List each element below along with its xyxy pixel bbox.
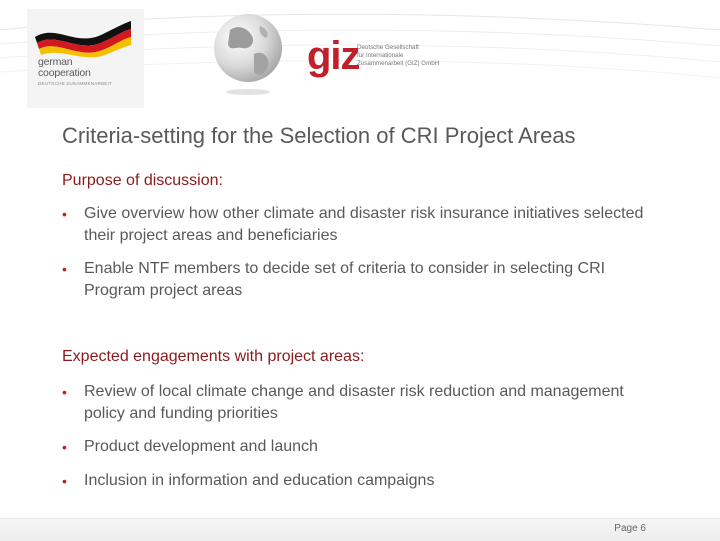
logo-text-cooperation: cooperation <box>38 67 91 79</box>
bullet-icon: • <box>62 261 67 277</box>
list-item-text: Inclusion in information and education campaigns <box>84 472 435 489</box>
list-item-text: Product development and launch <box>84 438 318 455</box>
slide-title: Criteria-setting for the Selection of CRI Project Areas <box>62 123 576 148</box>
list-item <box>62 470 662 492</box>
list-item-text: Give overview how other climate and disaster risk insurance initiatives selected their project areas and beneficiaries <box>84 205 644 244</box>
logo-text-german: german <box>38 56 73 68</box>
list-item <box>62 258 662 302</box>
list-item-text: Review of local climate change and disaster risk reduction and management policy and funding priorities <box>84 383 624 422</box>
bullet-icon: • <box>62 473 67 489</box>
section-heading-purpose: Purpose of discussion: <box>62 172 223 189</box>
bullet-icon: • <box>62 384 67 400</box>
giz-text-line-3: Zusammenarbeit (GIZ) GmbH <box>357 60 440 67</box>
slide-header <box>0 0 720 110</box>
page-number: Page 6 <box>614 523 646 534</box>
globe-icon <box>208 8 288 98</box>
giz-text-line-2: für Internationale <box>357 52 404 59</box>
section-heading-engagements: Expected engagements with project areas: <box>62 348 365 365</box>
list-item-text: Enable NTF members to decide set of criteria to consider in selecting CRI Program project areas <box>84 260 606 299</box>
giz-wordmark: giz <box>307 34 360 78</box>
logo-subtext: DEUTSCHE ZUSAMMENARBEIT <box>38 81 113 86</box>
slide-footer <box>0 518 720 541</box>
list-item <box>62 381 662 425</box>
list-item <box>62 436 662 458</box>
giz-text-line-1: Deutsche Gesellschaft <box>357 44 419 51</box>
german-cooperation-logo <box>27 9 144 108</box>
list-item <box>62 203 662 247</box>
bullet-icon: • <box>62 206 67 222</box>
german-flag-swoosh-icon <box>27 9 144 59</box>
bullet-icon: • <box>62 439 67 455</box>
